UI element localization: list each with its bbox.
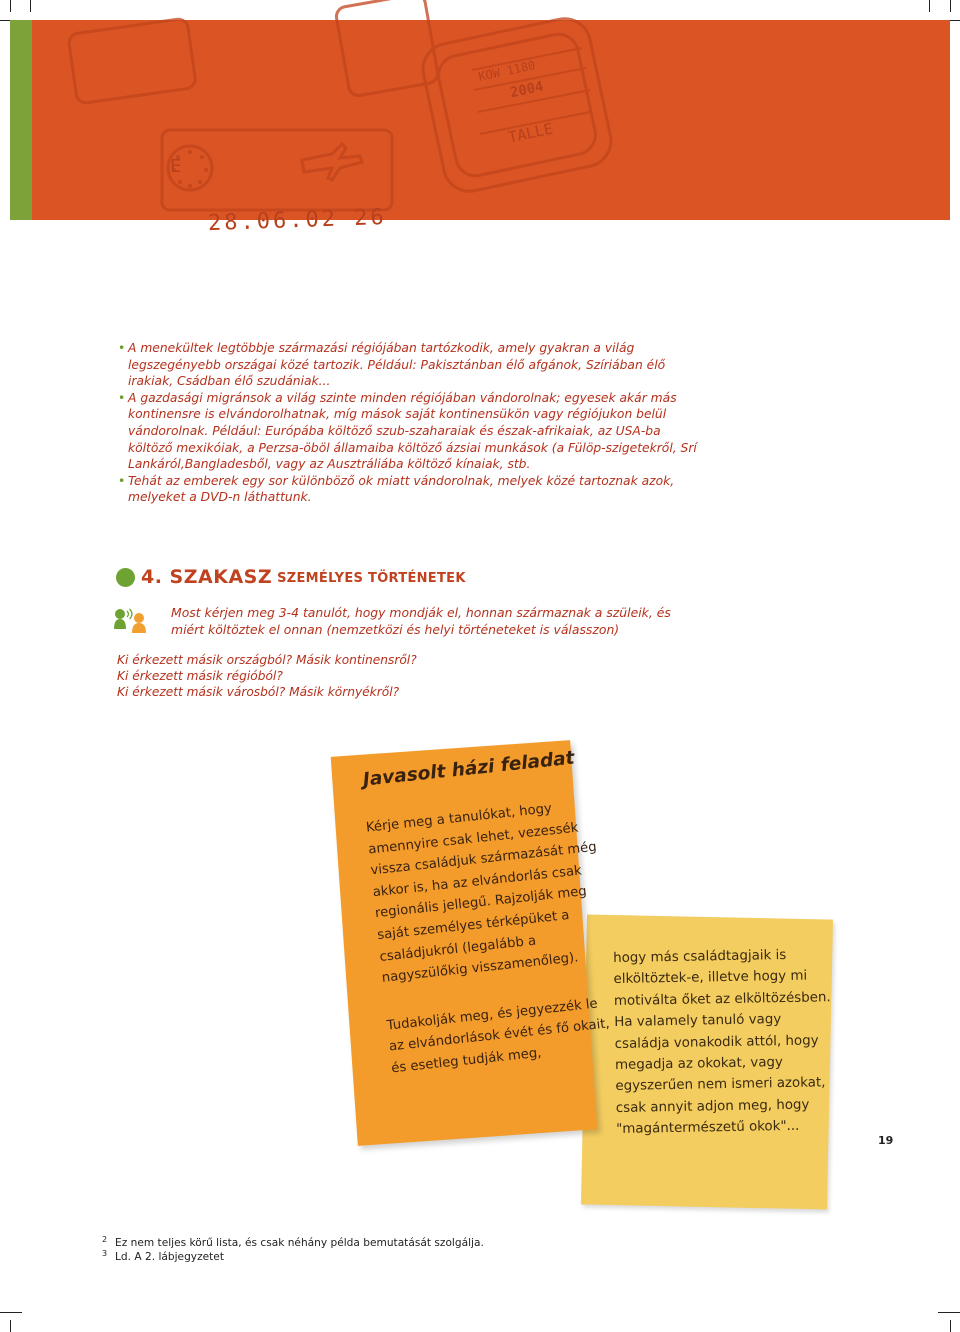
passport-stamps-graphic xyxy=(32,20,950,220)
homework-paragraph: Kérje meg a tanulókat, hogy amennyire csak lehet, vezessék vissza családjuk származását még akkor is, ha az elvándorlás csak regionális jellegű. Rajzolják meg saját személyes térképüket a családjukról (legalább a nagyszülőkig visszamenőleg). xyxy=(365,801,598,986)
stamp-text: E xyxy=(170,156,182,177)
footnote-mark: 2 xyxy=(102,1235,108,1244)
homework-note-content xyxy=(360,746,624,1106)
list-item: • A gazdasági migránsok a világ szinte minden régiójában vándorolnak; egyesek akár más kontinensre is elvándorolhatnak, míg mások saját kontinensükön vagy régiójukon belül vándorolnak. Például: Európába költöző szub-szaharaiak és észak-afrikaiak, az USA-ba költöző mexikóiak, a Perzsa-öböl államaiba költöző ázsiai munkások (a Fülöp-szigetekről, Srí Lankáról,Bangladesből, vagy az Ausztráliába költöző kínaiak, stb. xyxy=(118,390,708,473)
footnote-mark: 3 xyxy=(102,1249,108,1258)
crop-mark xyxy=(30,0,31,12)
section-heading xyxy=(116,566,466,588)
footnote-text: Ld. A 2. lábjegyzetet xyxy=(115,1251,224,1263)
section-instruction: Most kérjen meg 3-4 tanulót, hogy mondják el, honnan származnak a szüleik, és miért költöztek el onnan (nemzetközi és helyi történeteket is válasszon) xyxy=(171,605,671,637)
crop-mark xyxy=(0,1312,22,1313)
list-item: • A menekültek legtöbbje származási régiójában tartózkodik, amely gyakran a világ legszegényebb országai közé tartozik. Például: Pakisztánban élő afgánok, Szíriában élő irakiak, Csádban élő szudániak... xyxy=(118,340,708,390)
section-title: SZEMÉLYES TÖRTÉNETEK xyxy=(277,571,466,586)
banner-green-strip xyxy=(10,20,32,220)
crop-mark xyxy=(929,0,930,12)
homework-paragraph: Tudakolják meg, és jegyezzék le az elvándorlások évét és fő okait, és esetleg tudják meg, xyxy=(386,996,611,1077)
footnote xyxy=(102,1250,484,1264)
bullet-list xyxy=(118,340,708,506)
footnote xyxy=(102,1236,484,1250)
stamp-text: TALLE xyxy=(506,119,555,147)
homework-title: Javasolt házi feladat xyxy=(361,747,576,791)
crop-mark xyxy=(938,1312,960,1313)
header-banner xyxy=(10,20,950,237)
crop-mark xyxy=(10,1320,11,1332)
footnote-text: Ez nem teljes körű lista, és csak néhány példa bemutatását szolgálja. xyxy=(115,1237,484,1249)
question-item: Ki érkezett másik országból? Másik kontinensről? xyxy=(117,653,417,667)
question-item: Ki érkezett másik régióból? xyxy=(117,669,283,683)
homework-continuation: hogy más családtagjaik is elköltöztek-e, illetve hogy mi motiválta őket az elköltözésben. Ha valamely tanuló vagy családja vonakodik attól, hogy megadja az okokat, vagy egyszerűen nem ismeri azokat, csak annyit adjon meg, hogy "magántermészetű okok"... xyxy=(613,947,831,1138)
question-item: Ki érkezett másik városból? Másik környékről? xyxy=(117,685,400,699)
crop-mark xyxy=(950,0,951,12)
section-bullet-icon xyxy=(116,568,135,587)
page-number: 19 xyxy=(878,1134,894,1147)
section-number: 4. SZAKASZ xyxy=(141,566,273,588)
crop-mark xyxy=(950,1320,951,1332)
question-list xyxy=(117,652,417,700)
stamp-text: KOW 1180 xyxy=(477,58,537,84)
crop-mark xyxy=(10,0,11,12)
discussion-icon xyxy=(113,607,147,633)
stamp-date: 28.06.02 26 xyxy=(207,204,388,237)
footnotes xyxy=(102,1236,484,1264)
stamp-text: 2004 xyxy=(508,78,546,102)
list-item: • Tehát az emberek egy sor különböző ok miatt vándorolnak, melyek közé tartoznak azok, melyeket a DVD-n láthattunk. xyxy=(118,473,708,506)
